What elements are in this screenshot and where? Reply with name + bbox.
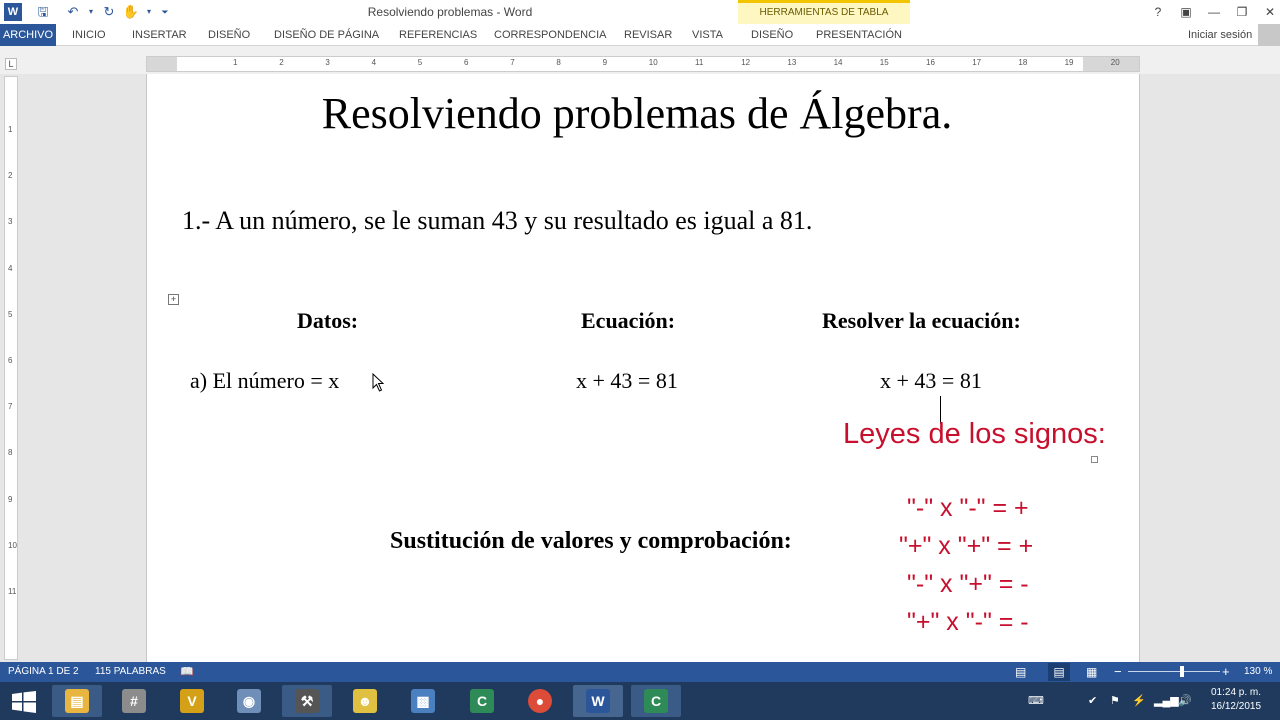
undo-dropdown-icon[interactable]: ▾: [88, 7, 93, 16]
zoom-level[interactable]: 130 %: [1244, 666, 1273, 677]
network-icon: ▩: [411, 689, 435, 713]
minimize-icon[interactable]: —: [1208, 5, 1220, 19]
equation-cell: x + 43 = 81: [576, 368, 678, 393]
windows-start-icon[interactable]: [12, 691, 36, 713]
tray-icon-2[interactable]: ⚑: [1110, 695, 1120, 707]
ruler-number: 2: [8, 171, 13, 181]
table-tools-header: HERRAMIENTAS DE TABLA: [738, 0, 910, 24]
taskbar-character[interactable]: [340, 685, 390, 717]
ruler-number: 18: [1018, 58, 1028, 67]
tab-correspondencia[interactable]: CORRESPONDENCIA: [494, 29, 607, 41]
ruler-number: 10: [648, 58, 658, 67]
tools-icon: ⚒: [295, 689, 319, 713]
ruler-number: 8: [8, 448, 13, 458]
law-plus-minus: "+" x "-" = -: [907, 608, 1029, 636]
ruler-number: 11: [8, 587, 17, 596]
law-minus-minus: "-" x "-" = +: [907, 494, 1029, 522]
calculator-icon: #: [122, 689, 146, 713]
ruler-number: 9: [8, 494, 13, 504]
taskbar-tools[interactable]: [282, 685, 332, 717]
zoom-slider-thumb[interactable]: [1180, 666, 1184, 677]
ribbon-display-icon[interactable]: ▣: [1180, 5, 1192, 19]
taskbar-camtasia[interactable]: [457, 685, 507, 717]
word-icon: W: [586, 689, 610, 713]
paint-palette-icon: ◉: [237, 689, 261, 713]
tab-diseno[interactable]: DISEÑO: [208, 29, 251, 41]
ruler-number: 6: [8, 356, 13, 365]
document-title: Resolviendo problemas de Álgebra.: [321, 89, 953, 138]
web-layout-icon[interactable]: ▦: [1086, 665, 1098, 679]
avatar[interactable]: [1258, 24, 1280, 46]
taskbar-network[interactable]: [398, 685, 448, 717]
maximize-icon[interactable]: ❐: [1236, 5, 1248, 19]
law-plus-plus: "+" x "+" = +: [899, 532, 1034, 560]
ruler-number: 11: [695, 58, 704, 67]
camtasia-recorder-icon: C: [644, 689, 668, 713]
tab-inicio[interactable]: INICIO: [72, 29, 106, 41]
ruler-area: [0, 46, 1280, 74]
header-ecuacion: Ecuación:: [581, 308, 676, 333]
taskbar-paint[interactable]: [224, 685, 274, 717]
taskbar: [0, 682, 1280, 720]
ruler-number: 1: [8, 125, 13, 134]
word-count[interactable]: 115 PALABRAS: [95, 666, 166, 677]
customize-toolbar-icon[interactable]: ⏷: [161, 7, 169, 17]
read-mode-icon[interactable]: ▤: [1015, 665, 1027, 679]
tab-selector-icon[interactable]: L: [5, 58, 17, 70]
header-datos: Datos:: [297, 308, 359, 333]
redo-icon[interactable]: ↻: [103, 4, 115, 19]
taskbar-file-explorer[interactable]: [52, 685, 102, 717]
ruler-number: 12: [741, 58, 751, 67]
volume-icon[interactable]: 🔊: [1178, 695, 1192, 707]
ruler-number: 4: [8, 263, 13, 273]
ruler-number: 2: [279, 58, 284, 67]
camtasia-icon: C: [470, 689, 494, 713]
ruler-number: 3: [325, 58, 330, 67]
ruler-number: 19: [1064, 58, 1074, 67]
mouse-pointer-icon: [372, 373, 386, 393]
ruler-number: 16: [926, 58, 935, 67]
problem-statement: 1.- A un número, se le suman 43 y su resultado es igual a 81.: [182, 206, 813, 235]
law-minus-plus: "-" x "+" = -: [907, 570, 1029, 598]
character-icon: ☻: [353, 689, 377, 713]
ruler-number: 13: [787, 58, 797, 67]
save-icon[interactable]: 🖫: [37, 4, 49, 19]
help-icon[interactable]: ?: [1154, 5, 1162, 19]
clock-date: 16/12/2015: [1210, 701, 1262, 712]
tab-revisar[interactable]: REVISAR: [624, 29, 673, 41]
document-canvas[interactable]: [18, 74, 1280, 662]
ruler-number: 4: [371, 58, 377, 67]
tab-referencias[interactable]: REFERENCIAS: [399, 29, 478, 41]
tray-icon-1[interactable]: ✔: [1088, 695, 1098, 707]
laws-title: Leyes de los signos:: [843, 418, 1106, 450]
ruler-number: 7: [8, 402, 13, 412]
tab-archivo[interactable]: ARCHIVO: [0, 24, 56, 46]
ruler-number: 14: [833, 58, 843, 67]
ruler-number: 8: [556, 58, 561, 67]
zoom-slider[interactable]: [1128, 671, 1220, 672]
window-title: Resolviendo problemas - Word: [367, 5, 533, 19]
clock[interactable]: [1200, 686, 1272, 714]
taskbar-app-v[interactable]: [167, 685, 217, 717]
ruler-number: 5: [8, 309, 13, 319]
tray-icon-3[interactable]: ⚡: [1132, 695, 1146, 707]
word-app-icon[interactable]: W: [4, 3, 22, 21]
taskbar-calculator[interactable]: [109, 685, 159, 717]
tab-presentacion[interactable]: PRESENTACIÓN: [816, 29, 902, 41]
status-bar: [0, 662, 1280, 682]
header-resolver: Resolver la ecuación:: [822, 308, 1021, 333]
tab-insertar[interactable]: INSERTAR: [132, 29, 187, 41]
proofing-icon[interactable]: 📖: [180, 666, 194, 678]
signal-icon[interactable]: ▂▄▆: [1154, 695, 1179, 707]
resize-handle[interactable]: [1091, 456, 1098, 463]
tab-vista[interactable]: VISTA: [692, 29, 723, 41]
touch-dropdown-icon[interactable]: ▾: [146, 7, 151, 16]
title-bar: [0, 0, 1280, 24]
taskbar-camtasia-recorder[interactable]: [631, 685, 681, 717]
undo-icon[interactable]: ↶: [67, 4, 79, 19]
clock-time: 01:24 p. m.: [1210, 687, 1262, 698]
ruler-number: 20: [1110, 58, 1120, 67]
page-count[interactable]: PÁGINA 1 DE 2: [8, 666, 79, 677]
ruler-number: 1: [233, 58, 238, 67]
chrome-icon: ●: [528, 689, 552, 713]
ruler-number: 6: [464, 58, 469, 67]
ribbon-tabs: [0, 24, 1280, 46]
substitution-heading: Sustitución de valores y comprobación:: [390, 528, 792, 554]
folder-icon: ▤: [65, 689, 89, 713]
datos-numero: a) El número = x: [190, 368, 340, 393]
tab-diseno-de-pagina[interactable]: DISEÑO DE PÁGINA: [274, 29, 380, 41]
print-layout-icon[interactable]: ▤: [1048, 663, 1070, 681]
keyboard-icon[interactable]: ⌨: [1028, 695, 1044, 707]
zoom-out-icon[interactable]: −: [1114, 664, 1122, 679]
document-page[interactable]: [146, 74, 1140, 662]
taskbar-chrome[interactable]: [515, 685, 565, 717]
zoom-in-icon[interactable]: +: [1222, 664, 1230, 679]
touch-mode-icon[interactable]: ✋: [122, 4, 140, 19]
ruler-number: 10: [8, 540, 17, 550]
ruler-number: 17: [972, 58, 982, 67]
table-move-handle-icon[interactable]: +: [168, 294, 179, 305]
ruler-number: 9: [602, 58, 608, 67]
horizontal-ruler[interactable]: [146, 56, 1140, 72]
v-app-icon: V: [180, 689, 204, 713]
ruler-number: 5: [417, 58, 423, 67]
tab-table-diseno[interactable]: DISEÑO: [751, 29, 794, 41]
vertical-ruler[interactable]: [4, 76, 18, 660]
taskbar-word[interactable]: [573, 685, 623, 717]
ruler-number: 15: [879, 58, 889, 67]
signin-link[interactable]: Iniciar sesión: [1188, 29, 1253, 41]
close-icon[interactable]: ✕: [1264, 5, 1276, 19]
resolve-cell: x + 43 = 81: [880, 368, 982, 393]
ruler-number: 7: [510, 58, 515, 67]
ruler-number: 3: [8, 217, 13, 227]
